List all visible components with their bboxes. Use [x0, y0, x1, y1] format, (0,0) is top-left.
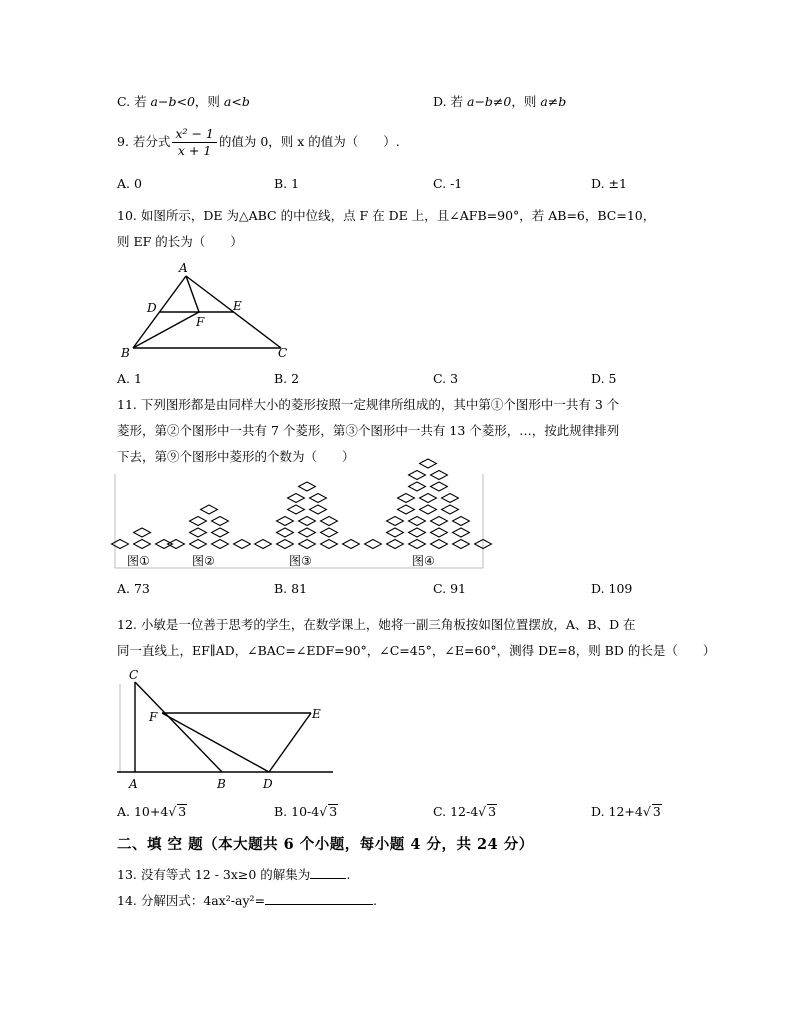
rhombus-fig4	[398, 505, 415, 514]
rhombus-fig4	[420, 459, 437, 468]
q9-stem	[117, 124, 400, 160]
rhombus-fig4	[431, 471, 448, 480]
rhombus-fig2	[212, 528, 229, 537]
rhombus-fig2	[212, 517, 229, 526]
rhombus-fig1	[156, 540, 173, 549]
q12-option-d: D. 12+4√ 3	[591, 804, 661, 819]
rhombus-fig3	[277, 540, 294, 549]
q8-c-res: a<b	[223, 94, 250, 109]
rhombus-fig4	[387, 528, 404, 537]
rhombus-fig3	[321, 517, 338, 526]
rhombus-fig3	[299, 482, 316, 491]
q11-line3: 下去，第⑨个图形中菱形的个数为（ ）	[117, 449, 355, 464]
rhombus-fig4	[398, 494, 415, 503]
q10-label-b: B	[121, 346, 130, 360]
q8-c-mid: ，则	[194, 94, 224, 109]
rhombus-fig3	[299, 517, 316, 526]
q12-triangle-figure	[115, 664, 340, 794]
q14-text	[117, 892, 377, 910]
q9-stem-b: 的值为 0，则 x 的值为（ ）.	[218, 134, 400, 149]
q12-label-e: E	[312, 707, 321, 721]
q9-option-c: C. -1	[433, 176, 463, 191]
rhombus-fig3	[277, 528, 294, 537]
q12-c-rad: 3	[488, 804, 497, 819]
q11-fig-label-1: 图①	[127, 554, 150, 568]
rhombus-fig4	[431, 540, 448, 549]
q11-option-b: B. 81	[274, 581, 308, 596]
q8-c-prefix: C. 若	[117, 94, 151, 109]
q9-stem-a: 9. 若分式	[117, 134, 171, 149]
rhombus-fig4	[409, 471, 426, 480]
q12-line1: 12. 小敏是一位善于思考的学生，在数学课上，她将一副三角板按如图位置摆放，A、B、D 在	[117, 617, 636, 632]
q11-fig-label-4: 图④	[412, 554, 435, 568]
rhombus-fig4	[409, 517, 426, 526]
q11-option-c: C. 91	[433, 581, 466, 596]
q12-label-d: D	[263, 777, 273, 791]
rhombus-fig2	[190, 528, 207, 537]
q8-d-res: a≠b	[540, 94, 567, 109]
q8-c-cond: a−b<0	[150, 94, 195, 109]
q12-label-c: C	[129, 668, 139, 682]
rhombus-fig3	[277, 517, 294, 526]
q12-d-rad: 3	[652, 804, 661, 819]
rhombus-fig4	[387, 517, 404, 526]
q10-option-a: A. 1	[117, 371, 142, 386]
q10-label-c: C	[278, 346, 288, 360]
rhombus-fig2	[201, 505, 218, 514]
q10-triangle-figure	[115, 258, 305, 363]
q10-label-a: A	[179, 261, 188, 275]
rhombus-fig4	[431, 482, 448, 491]
rhombus-fig1	[134, 540, 151, 549]
rhombus-fig3	[321, 528, 338, 537]
q12-option-c: C. 12-4√ 3	[433, 804, 497, 819]
rhombus-fig2	[234, 540, 251, 549]
q12-option-a: A. 10+4√ 3	[117, 804, 187, 819]
rhombus-fig3	[299, 540, 316, 549]
rhombus-fig4	[409, 482, 426, 491]
rhombus-fig4	[442, 505, 459, 514]
section-2-title: 二、填 空 题（本大题共 6 个小题，每小题 4 分，共 24 分）	[117, 836, 534, 853]
q11-line1: 11. 下列图形都是由同样大小的菱形按照一定规律所组成的，其中第①个图形中一共有 3 个	[117, 397, 620, 412]
rhombus-fig4	[365, 540, 382, 549]
rhombus-fig3	[288, 505, 305, 514]
q12-label-b: B	[217, 777, 226, 791]
rhombus-fig3	[310, 494, 327, 503]
q10-line1: 10. 如图所示，DE 为△ABC 的中位线，点 F 在 DE 上，且∠AFB=90°，若 AB=6，BC=10，	[117, 208, 656, 223]
rhombus-fig3	[343, 540, 360, 549]
rhombus-fig4	[442, 494, 459, 503]
q9-denominator: x + 1	[177, 143, 212, 158]
rhombus-fig1	[134, 528, 151, 537]
q12-b-pre: B. 10-4	[274, 804, 320, 819]
rhombus-fig4	[431, 517, 448, 526]
q14-text-a: 14. 分解因式：4ax²-ay²=	[117, 893, 266, 908]
q11-fig-label-3: 图③	[289, 554, 312, 568]
rhombus-fig3	[288, 494, 305, 503]
q10-label-f: F	[196, 315, 205, 329]
q8-d-mid: ，则	[511, 94, 541, 109]
q12-line2: 同一直线上，EF∥AD，∠BAC=∠EDF=90°，∠C=45°，∠E=60°，测得 DE=8，则 BD 的长是（ ）	[117, 643, 716, 658]
q12-a-rad: 3	[178, 804, 187, 819]
q12-a-pre: A. 10+4	[117, 804, 169, 819]
q8-d-cond: a−b≠0	[467, 94, 512, 109]
q11-option-d: D. 109	[591, 581, 633, 596]
q14-answer-blank[interactable]	[265, 904, 373, 905]
q9-numerator: x² − 1	[172, 126, 216, 143]
rhombus-fig4	[420, 505, 437, 514]
q12-option-b: B. 10-4√ 3	[274, 804, 338, 819]
q13-text	[117, 866, 350, 884]
rhombus-fig4	[409, 540, 426, 549]
q9-fraction	[172, 126, 216, 159]
rhombus-fig4	[387, 540, 404, 549]
rhombus-fig1	[112, 540, 129, 549]
q10-label-d: D	[147, 301, 157, 315]
rhombus-fig3	[299, 528, 316, 537]
q12-label-f: F	[149, 710, 158, 724]
rhombus-fig4	[409, 528, 426, 537]
rhombus-fig2	[212, 540, 229, 549]
q10-line2: 则 EF 的长为（ ）	[117, 234, 243, 249]
q11-line2: 菱形，第②个图形中一共有 7 个菱形，第③个图形中一共有 13 个菱形，…，按此规律排列	[117, 423, 620, 438]
rhombus-fig2	[168, 540, 185, 549]
q8-option-d	[433, 93, 566, 111]
q11-fig-label-2: 图②	[192, 554, 215, 568]
q11-rhombus-figure	[115, 472, 487, 572]
rhombus-fig4	[420, 494, 437, 503]
q13-text-b: .	[346, 867, 351, 882]
q11-option-a: A. 73	[117, 581, 150, 596]
q10-option-c: C. 3	[433, 371, 459, 386]
q9-option-b: B. 1	[274, 176, 300, 191]
rhombus-fig2	[190, 517, 207, 526]
rhombus-fig3	[321, 540, 338, 549]
q12-label-a: A	[129, 777, 138, 791]
rhombus-fig4	[431, 528, 448, 537]
rhombus-fig4	[453, 528, 470, 537]
q8-d-prefix: D. 若	[433, 94, 467, 109]
q14-text-b: .	[373, 893, 378, 908]
q10-option-b: B. 2	[274, 371, 300, 386]
q12-c-pre: C. 12-4	[433, 804, 479, 819]
rhombus-fig4	[453, 540, 470, 549]
q13-answer-blank[interactable]	[310, 878, 346, 879]
q12-b-rad: 3	[329, 804, 338, 819]
rhombus-fig3	[310, 505, 327, 514]
rhombus-fig4	[453, 517, 470, 526]
q9-option-a: A. 0	[117, 176, 142, 191]
q13-text-a: 13. 没有等式 12 - 3x≥0 的解集为	[117, 867, 311, 882]
q12-d-pre: D. 12+4	[591, 804, 643, 819]
q8-option-c	[117, 93, 250, 111]
rhombus-fig3	[255, 540, 272, 549]
q10-option-d: D. 5	[591, 371, 617, 386]
q10-label-e: E	[233, 299, 242, 313]
rhombus-fig2	[190, 540, 207, 549]
q9-option-d: D. ±1	[591, 176, 627, 191]
